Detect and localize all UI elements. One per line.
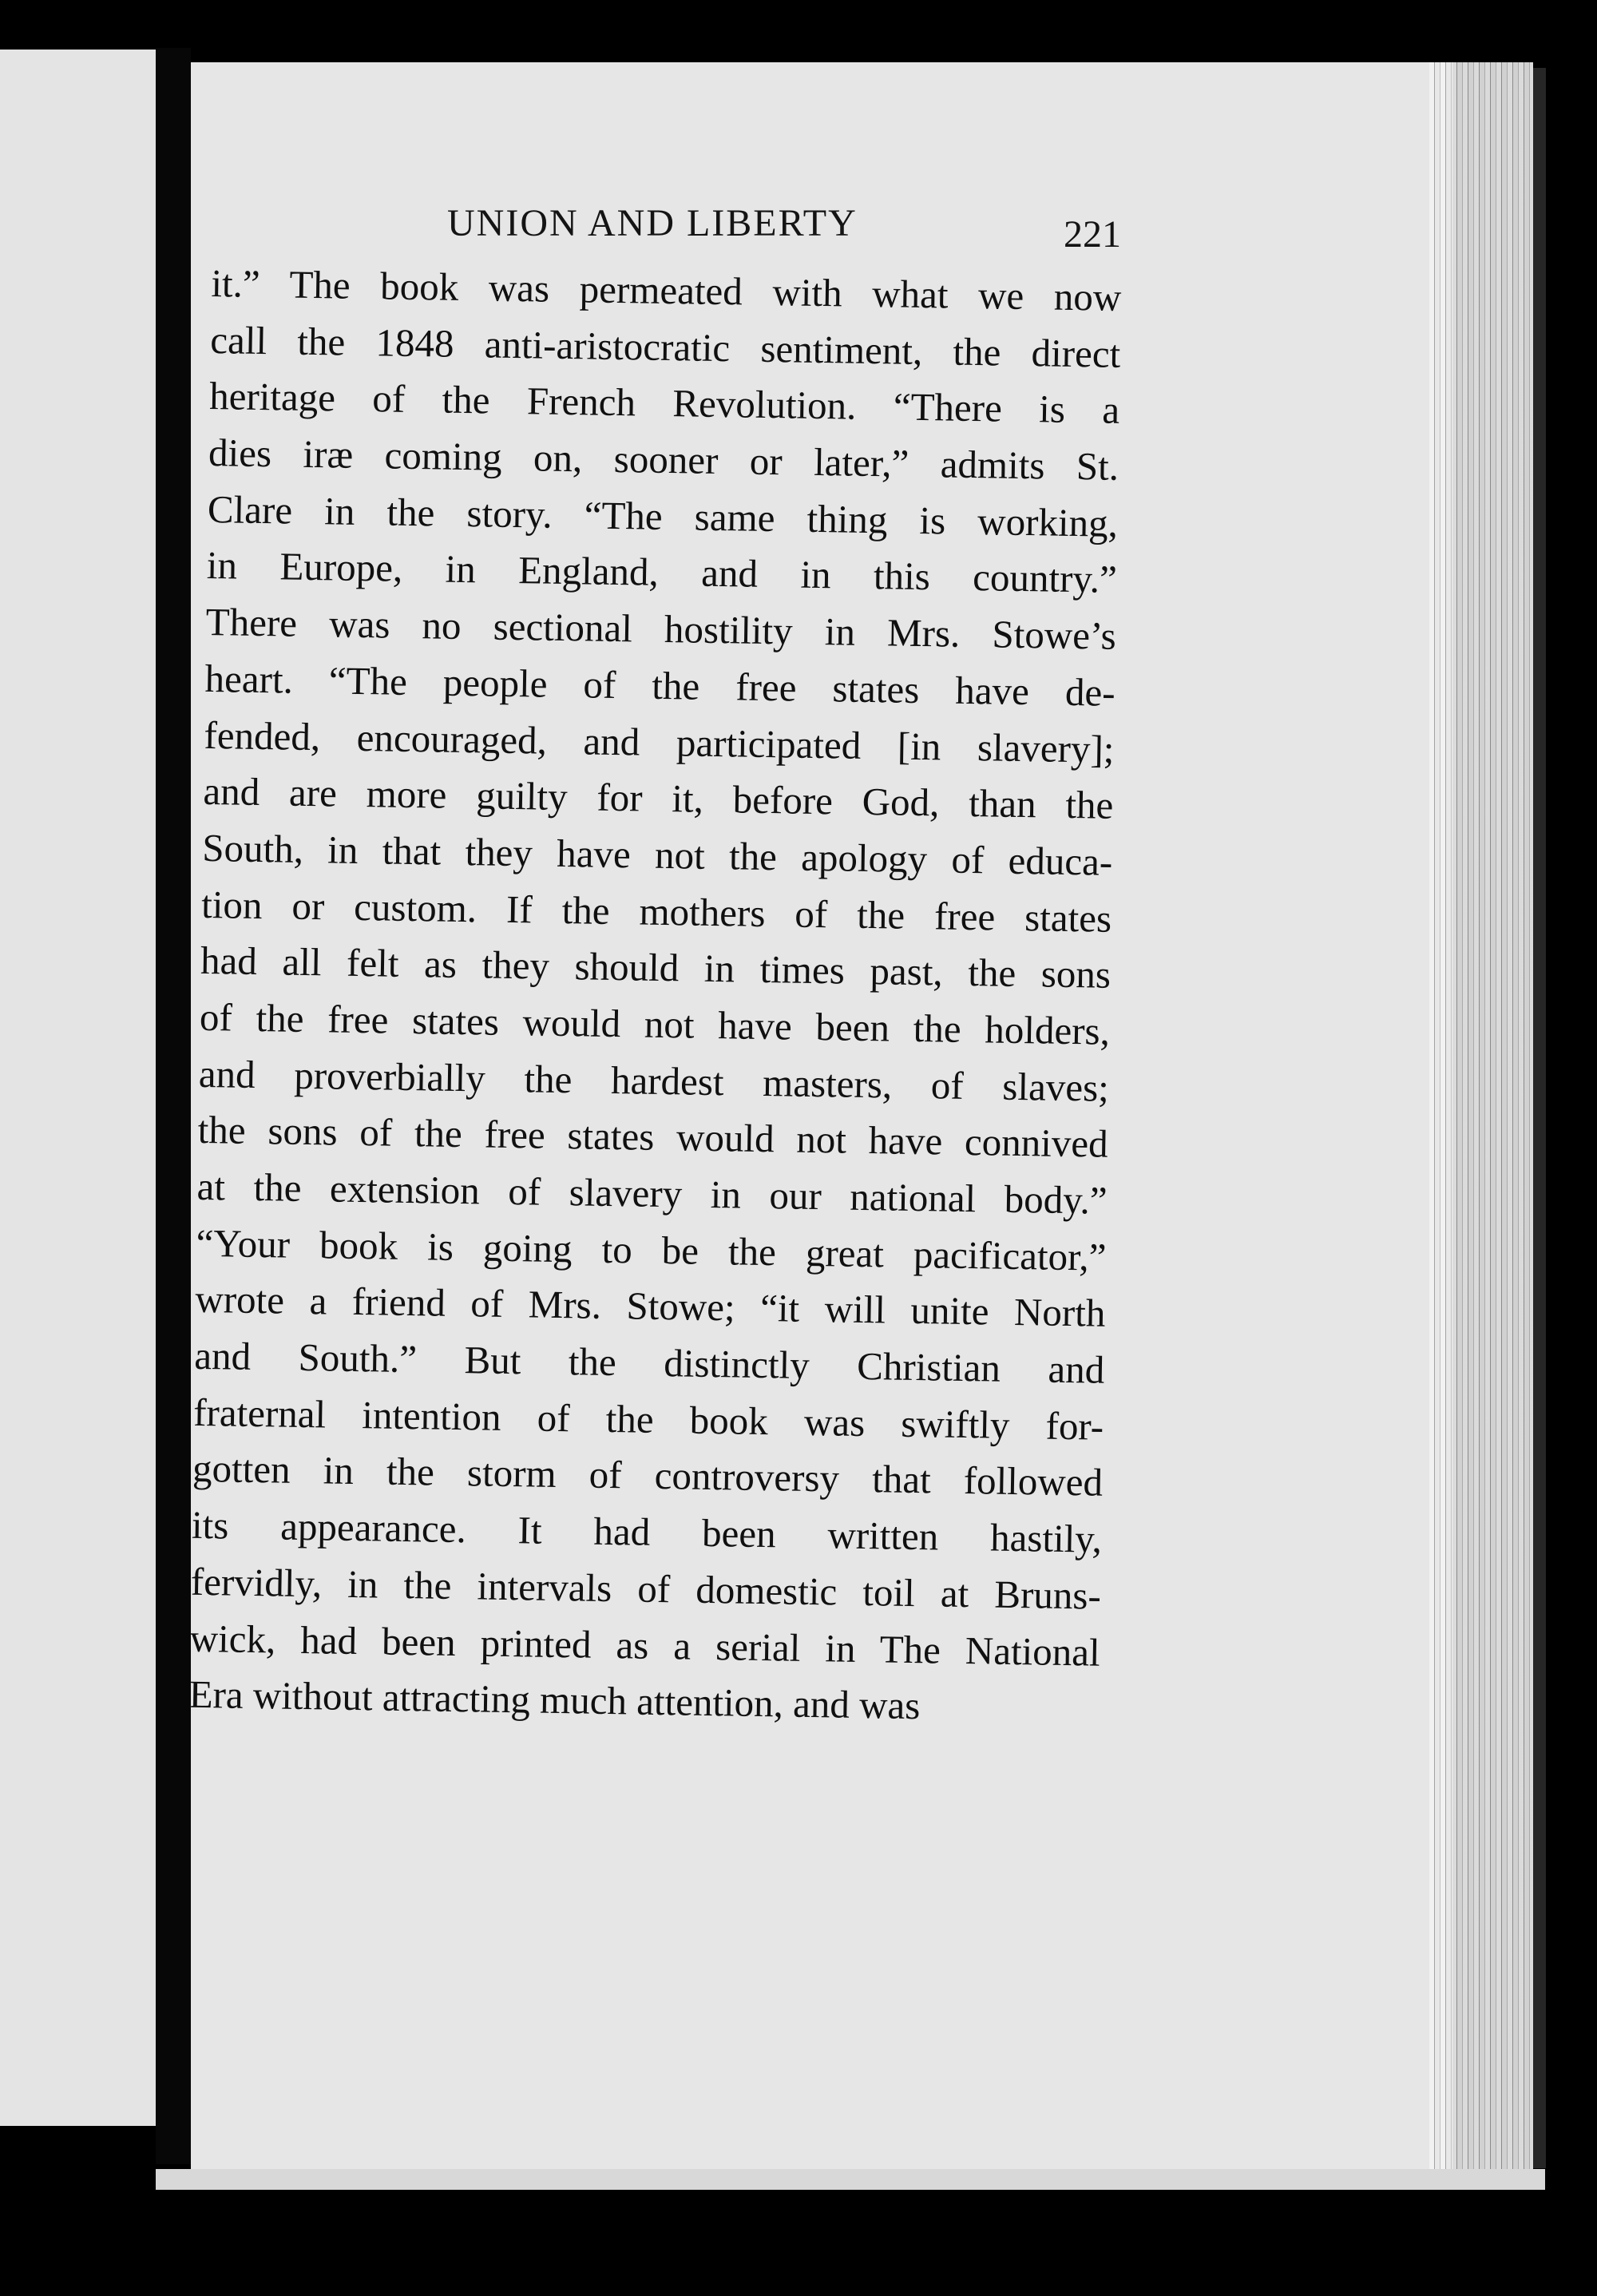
text-line: wrote a friend of Mrs. Stowe; “it will unite North	[195, 1277, 1106, 1336]
body-text	[188, 256, 1122, 1738]
text-line: its appearance. It had been written hastily,	[191, 1502, 1103, 1561]
text-line: and proverbially the hardest masters, of slaves;	[198, 1051, 1110, 1110]
text-line: heart. “The people of the free states have de-	[204, 656, 1116, 715]
text-line: There was no sectional hostility in Mrs. Stowe’s	[205, 600, 1117, 658]
text-line: had all felt as they should in times past, the sons	[200, 938, 1112, 997]
text-line: dies iræ coming on, sooner or later,” admits St.	[208, 430, 1119, 489]
text-line: fraternal intention of the book was swiftly for-	[192, 1390, 1104, 1449]
page-bottom-edge	[156, 2169, 1545, 2190]
text-line: Clare in the story. “The same thing is working,	[207, 486, 1119, 545]
text-line: wick, had been printed as a serial in The National	[189, 1616, 1101, 1675]
text-line: and South.” But the distinctly Christian and	[193, 1333, 1105, 1392]
text-line: in Europe, in England, and in this country.”	[206, 543, 1118, 602]
text-line: of the free states would not have been the holders,	[199, 994, 1111, 1053]
running-head: UNION AND LIBERTY	[447, 202, 858, 244]
text-line: gotten in the storm of controversy that followed	[192, 1446, 1104, 1505]
page-number: 221	[1064, 213, 1121, 256]
text-line: “Your book is going to be the great pacificator,”	[196, 1220, 1107, 1279]
text-line: fended, encouraged, and participated [in slavery];	[204, 712, 1115, 771]
text-line: it.” The book was permeated with what we now	[211, 260, 1122, 319]
text-line: tion or custom. If the mothers of the free states	[200, 882, 1112, 941]
text-line: call the 1848 anti-aristocratic sentiment, the direct	[209, 317, 1121, 376]
text-line: fervidly, in the intervals of domestic toil at Bruns-	[190, 1559, 1102, 1618]
text-line: and are more guilty for it, before God, than the	[203, 769, 1114, 828]
page-edges	[1429, 62, 1533, 2179]
text-line: the sons of the free states would not have connived	[197, 1108, 1109, 1167]
text-line: heritage of the French Revolution. “There is a	[208, 374, 1120, 433]
text-line: South, in that they have not the apology of educa-	[201, 825, 1113, 884]
text-line: Era without attracting much attention, and was	[188, 1671, 921, 1728]
text-line: at the extension of slavery in our national body.”	[196, 1164, 1108, 1223]
book-gutter	[156, 48, 191, 2164]
book-cover-edge	[1533, 68, 1546, 2168]
facing-page	[0, 50, 156, 2126]
